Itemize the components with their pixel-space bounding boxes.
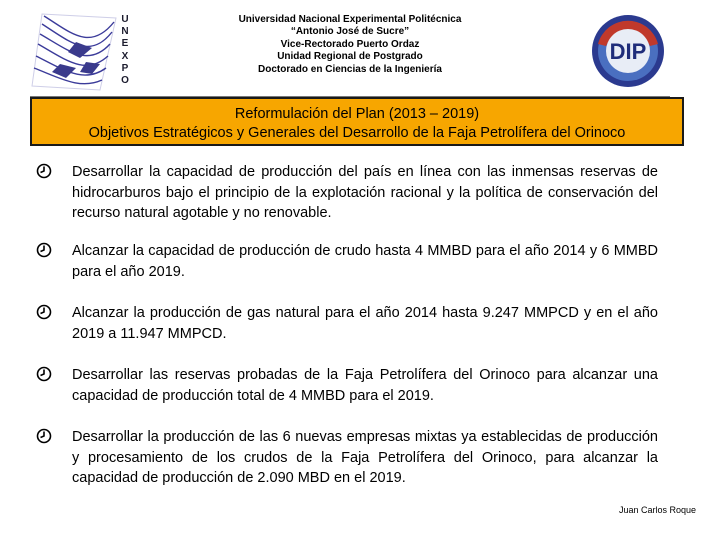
university-name: Universidad Nacional Experimental Politécnica bbox=[238, 14, 462, 25]
dip-logo bbox=[588, 12, 668, 90]
clock-icon bbox=[36, 428, 52, 444]
doctorate-program: Doctorado en Ciencias de la Ingeniería bbox=[258, 63, 442, 75]
objective-text: Desarrollar las reservas probadas de la Faja Petrolífera del Orinoco para alcanzar una capacidad de producción total de 4 MMBD para el 2019. bbox=[72, 367, 658, 404]
postgraduate-unit: Unidad Regional de Postgrado bbox=[277, 51, 423, 63]
unexpo-logo bbox=[30, 12, 130, 92]
clock-icon bbox=[36, 242, 52, 258]
unexpo-letter: O bbox=[121, 75, 129, 87]
objective-text: Alcanzar la producción de gas natural para el año 2014 hasta 9.247 MMPCD y en el año 2019 a 11.947 MMPCD. bbox=[72, 305, 658, 342]
university-patron: “Antonio José de Sucre” bbox=[290, 26, 410, 38]
dip-seal-icon bbox=[588, 12, 668, 90]
objective-text: Desarrollar la producción de las 6 nuevas empresas mixtas ya establecidas de producción y procesamiento de los crudos de la Faja Petrolífera del Orinoco, para alcanzar la capacidad de producción de 2.090 MBD en el 2019. bbox=[72, 429, 658, 486]
unexpo-emblem-icon bbox=[30, 12, 120, 92]
objective-text: Desarrollar la capacidad de producción del país en línea con las inmensas reservas de hidrocarburos bajo el principio de la explotación racional y la política de conservación del recurso natural agotable y no renovable. bbox=[72, 164, 658, 221]
dip-logo-text: DIP bbox=[609, 39, 647, 64]
objective-text: Alcanzar la capacidad de producción de crudo hasta 4 MMBD para el año 2014 y 6 MMBD para el año 2019. bbox=[72, 243, 658, 280]
unexpo-letter: P bbox=[121, 62, 129, 74]
title-banner bbox=[30, 97, 684, 146]
plan-title: Reformulación del Plan (2013 – 2019) bbox=[234, 106, 480, 122]
unexpo-letter: U bbox=[121, 14, 129, 25]
unexpo-letter: X bbox=[121, 50, 129, 62]
vice-rectorate: Vice-Rectorado Puerto Ordaz bbox=[280, 38, 420, 50]
clock-icon bbox=[36, 163, 52, 179]
author-credit: Juan Carlos Roque bbox=[618, 505, 696, 515]
unexpo-letters bbox=[118, 14, 132, 87]
clock-icon bbox=[36, 304, 52, 320]
clock-icon bbox=[36, 366, 52, 382]
unexpo-letter: E bbox=[121, 38, 129, 50]
plan-subtitle: Objetivos Estratégicos y Generales del Desarrollo de la Faja Petrolífera del Orinoco bbox=[88, 125, 626, 141]
unexpo-letter: N bbox=[121, 26, 129, 38]
institution-header bbox=[190, 14, 510, 76]
